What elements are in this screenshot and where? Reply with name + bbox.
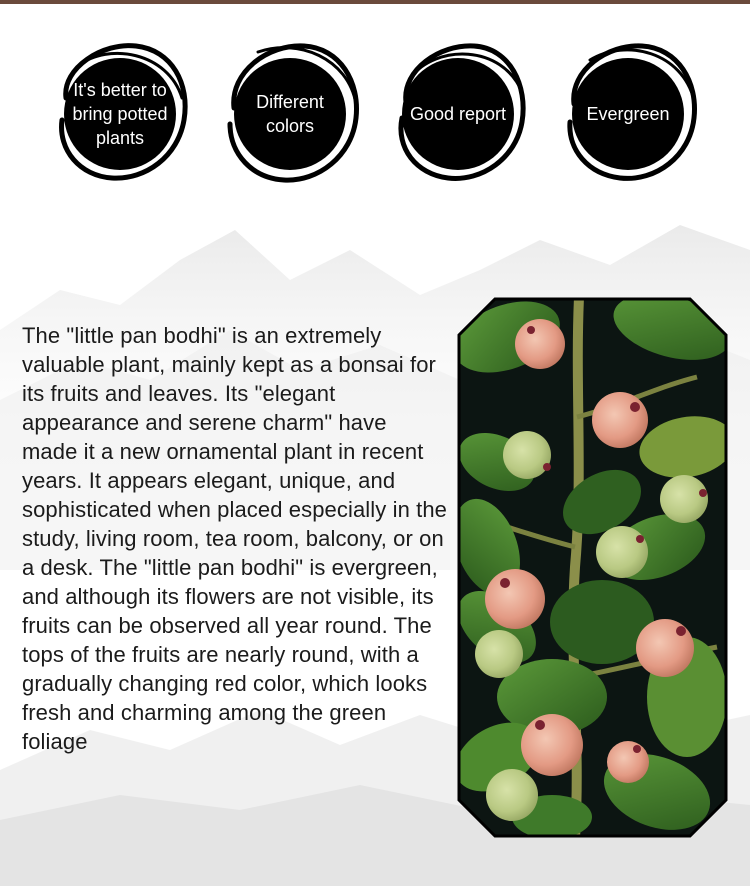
feature-badges — [0, 38, 750, 188]
badge-label: Evergreen — [586, 104, 670, 124]
plant-description: The "little pan bodhi" is an extremely valuable plant, mainly kept as a bonsai for its fruits and leaves. Its "elegant appearance and serene charm" have made it a new ornamental plant in recent years. It appears elegant, unique, and sophisticated when placed especially in the study, living room, tea room, balcony, or on a desk. The "little pan bodhi" is evergreen, and although its flowers are not visible, its fruits can be observed all year round. The tops of the fruits are nearly round, with a gradually changing red color, which looks fresh and charming among the green foliage — [22, 323, 448, 754]
top-accent-bar — [0, 0, 750, 4]
plant-image — [457, 297, 728, 838]
badge-label: It's better to bring potted plants — [72, 80, 168, 148]
badge-different-colors — [218, 38, 362, 188]
plant-photo — [457, 297, 728, 838]
badge-good-report — [386, 38, 530, 188]
badge-potted-plants — [48, 38, 192, 188]
badge-label: Good report — [409, 104, 507, 124]
badge-evergreen — [556, 38, 700, 188]
badge-label: Different colors — [256, 92, 324, 136]
